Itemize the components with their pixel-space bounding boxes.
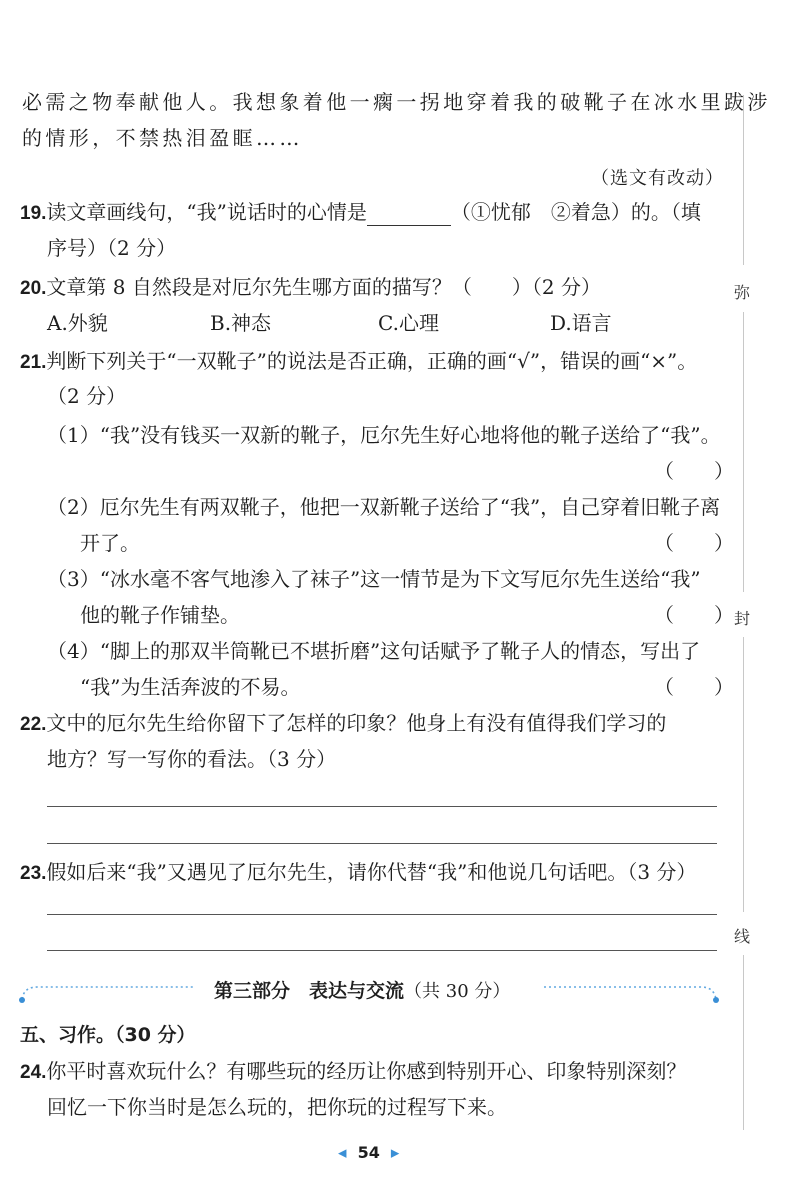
question-number: 22. — [20, 714, 47, 735]
question-text: 判断下列关于“一双靴子”的说法是否正确，正确的画“√”，错误的画“×”。 — [46, 349, 698, 373]
judge-item-3-cont: 他的靴子作铺垫。 — [80, 603, 240, 627]
binding-rule — [743, 95, 744, 265]
judge-item-4: （4）“脚上的那双半筒靴已不堪折磨”这句话赋予了靴子人的情态，写出了 — [47, 639, 701, 663]
question-number: 23. — [20, 863, 47, 884]
binding-char-feng: 封 — [734, 609, 751, 628]
question-text: 文章第 8 自然段是对厄尔先生哪方面的描写？（ ）（2 分） — [46, 275, 601, 299]
passage-line-2: 的情形，不禁热泪盈眶…… — [22, 126, 303, 150]
judge-item-2-cont: 开了。 — [80, 531, 140, 555]
section-title: 第三部分 表达与交流 — [214, 980, 405, 1002]
fill-blank[interactable] — [367, 205, 451, 226]
question-23 — [20, 860, 696, 886]
answer-line[interactable] — [47, 843, 717, 844]
binding-char-mi: 弥 — [734, 283, 751, 302]
answer-line[interactable] — [47, 950, 717, 951]
part-5-title: 五、习作。（30 分） — [20, 1024, 196, 1046]
section-score: （共 30 分） — [404, 981, 511, 1002]
question-number: 20. — [20, 278, 47, 299]
question-text: 读文章画线句，“我”说话时的心情是 — [46, 200, 367, 224]
page-number: 54 — [357, 1143, 380, 1162]
option-d[interactable]: D.语言 — [550, 311, 612, 335]
passage-line-1: 必需之物奉献他人。我想象着他一瘸一拐地穿着我的破靴子在冰水里跋涉 — [22, 90, 771, 114]
question-20 — [20, 275, 601, 301]
question-19 — [20, 200, 701, 226]
question-text: 你平时喜欢玩什么？有哪些玩的经历让你感到特别开心、印象特别深刻？ — [46, 1059, 687, 1083]
judge-item-1: （1）“我”没有钱买一双新的靴子，厄尔先生好心地将他的靴子送给了“我”。 — [47, 423, 721, 447]
binding-rule — [743, 955, 744, 1130]
question-21-score: （2 分） — [47, 384, 127, 408]
binding-rule — [743, 637, 744, 912]
question-number: 21. — [20, 352, 47, 373]
next-page-arrow-icon[interactable]: ▶ — [390, 1146, 400, 1160]
question-22 — [20, 711, 666, 737]
question-text: 假如后来“我”又遇见了厄尔先生，请你代替“我”和他说几句话吧。（3 分） — [46, 860, 697, 884]
answer-line[interactable] — [47, 806, 717, 807]
judge-item-4-cont: “我”为生活奔波的不易。 — [80, 675, 301, 699]
section-3-title — [214, 979, 510, 1004]
question-19-cont: 序号）（2 分） — [47, 236, 177, 260]
page-footer — [338, 1143, 399, 1164]
question-number: 19. — [20, 203, 47, 224]
passage-source-note: （选文有改动） — [591, 168, 724, 189]
judge-paren-3[interactable]: （ ） — [654, 603, 734, 627]
option-a[interactable]: A.外貌 — [47, 311, 108, 335]
question-24-cont: 回忆一下你当时是怎么玩的，把你玩的过程写下来。 — [47, 1095, 507, 1119]
judge-paren-2[interactable]: （ ） — [654, 531, 734, 555]
question-24 — [20, 1059, 686, 1085]
prev-page-arrow-icon[interactable]: ◀ — [338, 1146, 347, 1160]
judge-paren-4[interactable]: （ ） — [654, 675, 734, 699]
binding-rule — [743, 312, 744, 592]
question-text: （①忧郁 ②着急）的。（填 — [450, 200, 701, 224]
judge-paren-1[interactable]: （ ） — [654, 459, 734, 483]
question-number: 24. — [20, 1062, 47, 1083]
question-text: 文中的厄尔先生给你留下了怎样的印象？他身上有没有值得我们学习的 — [46, 711, 667, 735]
question-22-cont: 地方？写一写你的看法。（3 分） — [47, 747, 337, 771]
judge-item-2: （2）厄尔先生有两双靴子，他把一双新靴子送给了“我”，自己穿着旧靴子离 — [47, 495, 721, 519]
option-b[interactable]: B.神态 — [210, 311, 272, 335]
question-21 — [20, 349, 697, 375]
answer-line[interactable] — [47, 914, 717, 915]
binding-char-xian: 线 — [734, 927, 751, 946]
option-c[interactable]: C.心理 — [378, 311, 439, 335]
judge-item-3: （3）“冰水毫不客气地渗入了袜子”这一情节是为下文写厄尔先生送给“我” — [47, 567, 701, 591]
